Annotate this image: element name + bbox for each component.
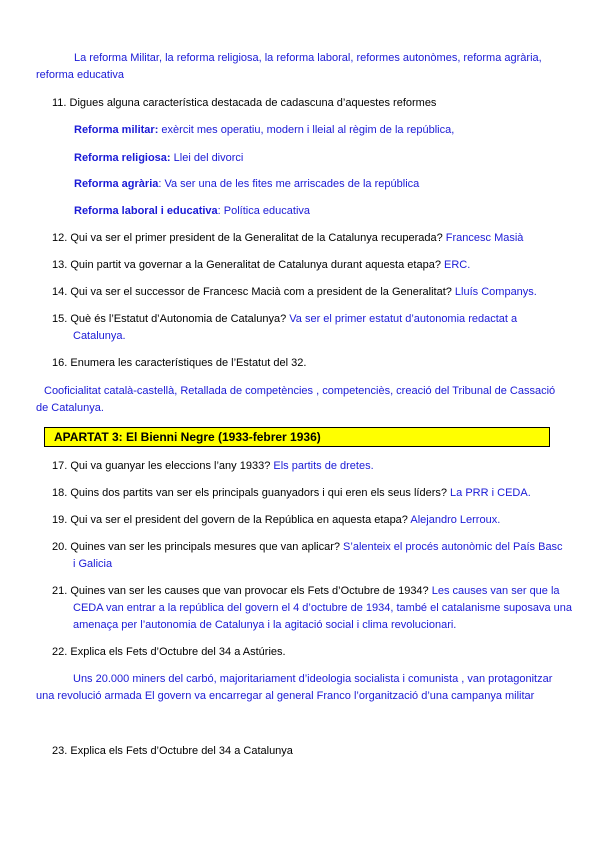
answer-16-line-2: de Catalunya. [36, 402, 104, 414]
reform-label: Reforma agrària [74, 178, 159, 190]
answer-text: Alejandro Lerroux. [407, 514, 501, 526]
question-number: 15. [52, 313, 68, 325]
answer-text: S’alenteix el procés autonòmic del País Basc [340, 541, 563, 553]
question-number: 20. [52, 541, 68, 553]
question-18 [52, 486, 531, 500]
answer-text: Lluís Companys. [451, 286, 537, 298]
reform-label: Reforma laboral i educativa [74, 205, 218, 217]
answer-16-line-1: Cooficialitat català-castellà, Retallada de competències , competenciès, creació del Tribunal de Cassació [44, 385, 556, 397]
question-20 [52, 540, 563, 554]
question-text: Quins dos partits van ser els principals guanyadors i qui eren els seus líders? [70, 487, 447, 499]
answer-22-line-1: Uns 20.000 miners del carbó, majoritariament d’ideologia socialista i comunista , van protagonitzar [73, 673, 553, 685]
reform-item-military [74, 123, 454, 137]
section-heading-box [44, 427, 550, 447]
question-number: 11. [52, 97, 67, 109]
reform-text: : Política educativa [217, 205, 311, 217]
intro-line-2: reforma educativa [36, 69, 125, 81]
question-text: Qui va ser el president del govern de la República en aquesta etapa? [70, 514, 408, 526]
answer-text: ERC. [440, 259, 471, 271]
question-number: 12. [52, 232, 68, 244]
question-text: Enumera les característiques de l’Estatut del 32. [70, 357, 307, 369]
question-15 [52, 312, 517, 326]
question-text: Explica els Fets d’Octubre del 34 a Astúries. [70, 646, 286, 658]
question-number: 14. [52, 286, 68, 298]
answer-text: Va ser el primer estatut d’autonomia redactat a [286, 313, 518, 325]
answer-15-continued: Catalunya. [73, 330, 126, 342]
question-text: Qui va ser el primer president de la Generalitat de la Catalunya recuperada? [70, 232, 443, 244]
answer-text: Francesc Masià [442, 232, 524, 244]
reform-item-religious [74, 151, 243, 165]
question-text: Qui va ser el successor de Francesc Macià com a president de la Generalitat? [70, 286, 452, 298]
reform-label: Reforma militar: [74, 124, 159, 136]
reform-text: exèrcit mes operatiu, modern i lleial al règim de la república, [158, 124, 455, 136]
question-14 [52, 285, 537, 299]
question-23 [52, 744, 293, 758]
question-22 [52, 645, 286, 659]
reform-item-labour-education [74, 204, 310, 218]
answer-text: La PRR i CEDA. [447, 487, 531, 499]
question-text: Quines van ser les causes que van provocar els Fets d’Octubre de 1934? [70, 585, 432, 597]
question-16 [52, 356, 306, 370]
question-number: 23. [52, 745, 68, 757]
answer-text: Els partits de dretes. [270, 460, 374, 472]
question-number: 21. [52, 585, 68, 597]
reform-label: Reforma religiosa: [74, 152, 171, 164]
question-11 [52, 96, 436, 110]
answer-text: Les causes van ser que la [431, 585, 560, 597]
question-19 [52, 513, 500, 527]
intro-line-1: La reforma Militar, la reforma religiosa, la reforma laboral, reformes autonòmes, reforma agrària, [74, 52, 542, 64]
question-number: 17. [52, 460, 68, 472]
section-heading: APARTAT 3: El Bienni Negre (1933-febrer 1936) [54, 430, 321, 444]
reform-text: : Va ser una de les fites me arriscades de la república [158, 178, 420, 190]
question-text: Què és l’Estatut d’Autonomia de Catalunya? [70, 313, 287, 325]
question-text: Digues alguna característica destacada de cadascuna d’aquestes reformes [69, 97, 437, 109]
question-21 [52, 584, 560, 598]
reform-text: Llei del divorci [170, 152, 244, 164]
reform-item-agrarian [74, 177, 419, 191]
question-text: Quin partit va governar a la Generalitat de Catalunya durant aquesta etapa? [70, 259, 441, 271]
question-number: 16. [52, 357, 68, 369]
question-number: 13. [52, 259, 68, 271]
question-12 [52, 231, 523, 245]
question-text: Explica els Fets d’Octubre del 34 a Catalunya [70, 745, 293, 757]
question-number: 22. [52, 646, 68, 658]
question-text: Qui va guanyar les eleccions l’any 1933? [70, 460, 271, 472]
answer-21-line-2: CEDA van entrar a la república del govern el 4 d’octubre de 1934, també el catalanisme suposava una [73, 602, 572, 614]
question-number: 19. [52, 514, 68, 526]
question-17 [52, 459, 374, 473]
question-number: 18. [52, 487, 68, 499]
question-text: Quines van ser les principals mesures que van aplicar? [70, 541, 340, 553]
answer-22-line-2: una revolució armada El govern va encarregar al general Franco l’organització d’una campanya militar [36, 690, 535, 702]
question-13 [52, 258, 470, 272]
answer-20-continued: i Galicia [73, 558, 113, 570]
answer-21-line-3: amenaça per l’autonomia de Catalunya i la agitació social i clima revolucionari. [73, 619, 457, 631]
